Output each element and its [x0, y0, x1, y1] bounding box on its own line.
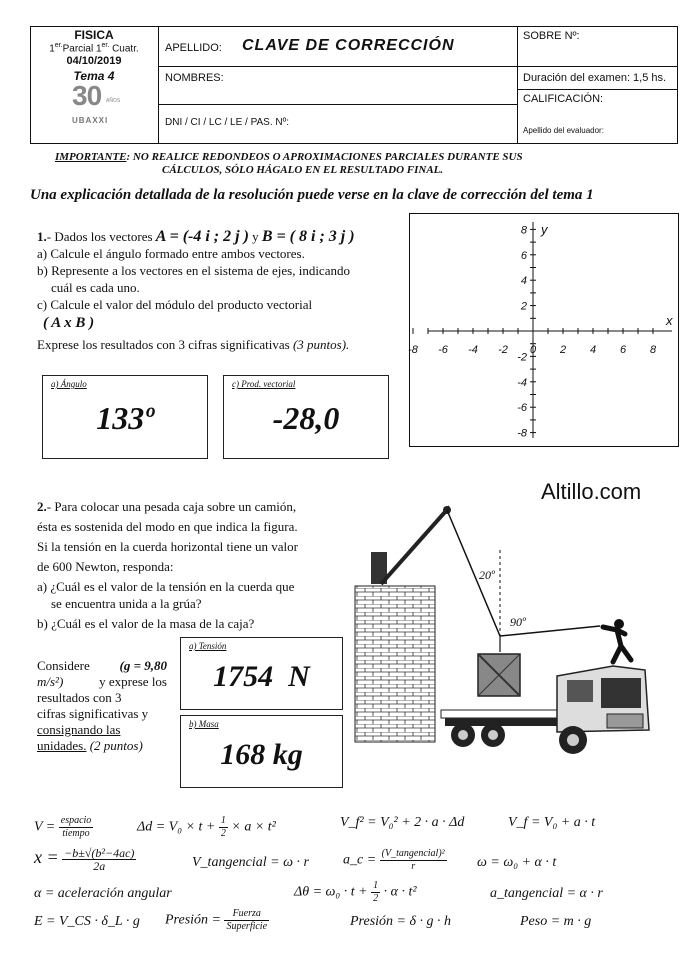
- formula-velocity: V = $\frac{\text{espacio}}{\text{tiempo}}$: [34, 815, 92, 839]
- q2-considerations: Considere (g = 9,80 m/s²) y exprese los resultados con 3 cifras significativas y consignando las unidades. (2 puntos): [37, 658, 167, 753]
- formula-tangential-acceleration: a_tangencial = α · r: [490, 886, 603, 901]
- exam-line: $1^{er.}Parcial$ $1^{er.}$ Cuatr.: [49, 42, 139, 55]
- axes-svg: [410, 214, 677, 445]
- graph-frame: [409, 213, 679, 447]
- dni-label: DNI / CI / LC / LE / PAS. Nº:: [165, 117, 290, 128]
- svg-text:20º: 20º: [479, 568, 495, 582]
- x-tick-label: 0: [529, 344, 537, 356]
- header-rule-1: [158, 66, 678, 67]
- crane-truck-illustration: [345, 500, 675, 765]
- watermark: Altillo.com: [541, 479, 642, 504]
- y-tick-label: 2: [520, 300, 527, 313]
- answer-box-mass: b) Masa 168 kg: [180, 715, 343, 788]
- formula-pressure-hydrostatic: Presión = δ · g · h: [350, 914, 451, 929]
- x-tick-label: -2: [498, 344, 508, 356]
- tema-label: Tema 4: [73, 69, 115, 83]
- y-axis-label: y: [541, 222, 548, 237]
- y-tick-label: -8: [517, 427, 527, 440]
- x-tick-label: 2: [559, 344, 567, 356]
- x-tick-label: 6: [619, 344, 627, 356]
- x-axis-label: x: [666, 313, 673, 328]
- apellido-label: APELLIDO:: [165, 42, 222, 54]
- subject-title: FISICA: [74, 28, 114, 42]
- formula-angular-velocity: ω = ω₀ + α · t: [477, 855, 557, 870]
- header-divider-2: [517, 26, 518, 144]
- formula-angular-displacement: Δθ = ω₀ · t + $\frac{1}{2}$ · α · t²: [294, 880, 417, 904]
- formula-tangential-velocity: V_tangencial = ω · r: [192, 855, 309, 870]
- y-tick-label: -2: [517, 351, 527, 364]
- formula-angular-acceleration: α = aceleración angular: [34, 886, 172, 901]
- y-tick-label: -6: [517, 402, 527, 415]
- svg-text:90º: 90º: [510, 615, 526, 629]
- brick-wall: [355, 586, 435, 742]
- y-tick-label: 8: [520, 224, 527, 237]
- formula-final-velocity-squared: V_f² = V₀² + 2 · a · Δd: [340, 815, 465, 830]
- x-tick-label: -6: [438, 344, 448, 356]
- formula-displacement: Δd = V₀ × t + $\frac{1}{2}$ × a × t²: [137, 815, 276, 839]
- y-tick-label: 6: [520, 249, 527, 262]
- truck: [441, 666, 649, 754]
- formula-final-velocity: V_f = V₀ + a · t: [508, 815, 596, 830]
- x-tick-label: 4: [589, 344, 597, 356]
- header-divider-1: [158, 26, 159, 144]
- important-notice: IMPORTANTE: NO REALICE REDONDEOS O APROXIMACIONES PARCIALES DURANTE SUS CÁLCULOS, SÓLO HÁGALO EN EL RESULTADO FINAL.: [55, 151, 523, 176]
- exam-date: 04/10/2019: [66, 55, 122, 67]
- answer-box-angle: a) Ángulo 133º: [42, 375, 208, 459]
- apellido-value: CLAVE DE CORRECCIÓN: [242, 37, 455, 54]
- y-tick-label: 4: [520, 275, 527, 288]
- q1-statement: 1.- Dados los vectores A = (-4 i ; 2 j ) y B = ( 8 i ; 3 j ) a) Calcule el ángulo formado entre ambos vectores. b) Represente a los vectores en el sistema de ejes, indicando cuál es cada uno. c) Calcule el valor del módulo del producto vectorial ( A x B ) Exprese los resultados con 3 cifras significativas (3 puntos).: [37, 228, 355, 352]
- worker-figure: [603, 619, 631, 662]
- sobre-label: SOBRE Nº:: [523, 30, 580, 42]
- formula-weight: Peso = m · g: [520, 914, 592, 929]
- x-tick-label: -8: [408, 344, 418, 356]
- nombres-label: NOMBRES:: [165, 72, 224, 84]
- duracion-label: Duración del examen: 1,5 hs.: [523, 72, 667, 84]
- x-tick-label: -4: [468, 344, 478, 356]
- calificacion-label: CALIFICACIÓN:: [523, 93, 604, 105]
- formula-pressure-force: Presión = $\frac{\text{Fuerza}}{\text{Superficie}}$: [165, 908, 268, 932]
- y-tick-label: -4: [517, 376, 527, 389]
- answer-box-vector-product: c) Prod. vectorial -28,0: [223, 375, 389, 459]
- evaluador-label: Apellido del evaluador:: [523, 126, 604, 135]
- formula-centripetal: a_c = $\frac{\text{(V\_tangencial)²}}{r}$: [343, 848, 445, 872]
- formula-quadratic: x = $\frac{\text{−b±√(b²−4ac)}}{2a}$: [34, 846, 135, 874]
- ubaxxi-logo: 30 AÑOS UBAXXI: [72, 80, 121, 125]
- header-rule-2: [158, 104, 517, 105]
- formula-buoyancy: E = V_CS · δ_L · g: [34, 914, 140, 929]
- q2-statement: 2.- Para colocar una pesada caja sobre un camión, ésta es sostenida del modo en que indica la figura. Si la tensión en la cuerda horizontal tiene un valor de 600 Newton, responda: a) ¿Cuál es el valor de la tensión en la cuerda que se encuentra unida a la grúa? b) ¿Cuál es el valor de la masa de la caja?: [37, 499, 298, 631]
- answer-box-tension: a) Tensión 1754 N: [180, 637, 343, 710]
- explanation-line: Una explicación detallada de la resolución puede verse en la clave de corrección del tema 1: [30, 187, 594, 203]
- x-tick-label: 8: [649, 344, 657, 356]
- header-rule-3: [517, 89, 678, 90]
